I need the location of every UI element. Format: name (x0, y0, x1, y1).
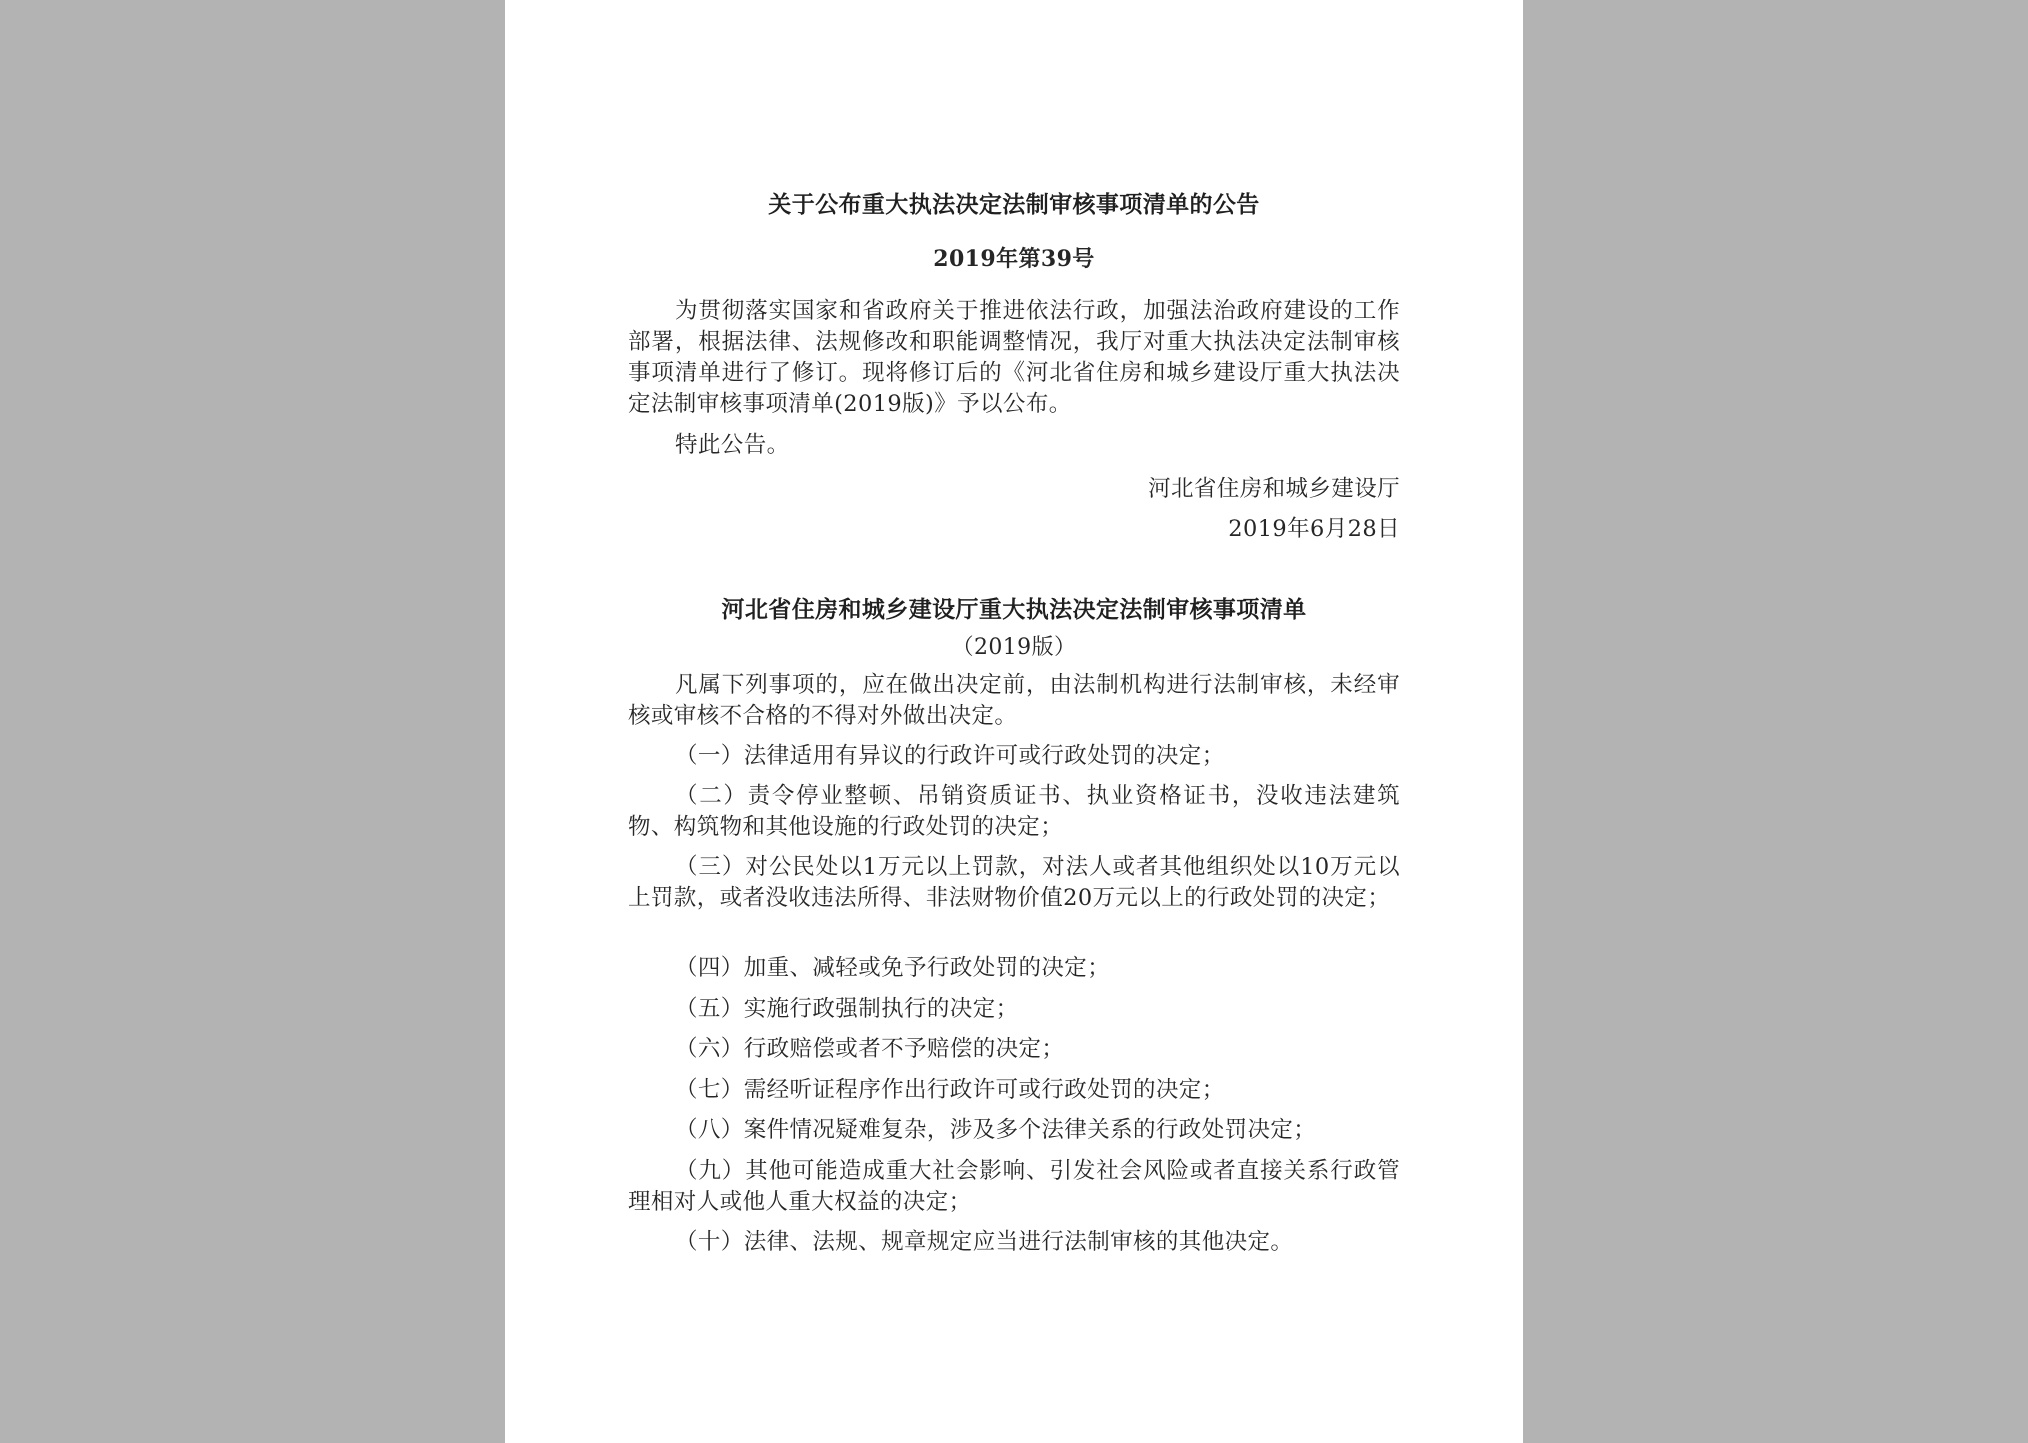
issuer-signature: 河北省住房和城乡建设厅 (1148, 476, 1400, 502)
list-item-2: （二）责令停业整顿、吊销资质证书、执业资格证书，没收违法建筑物、构筑物和其他设施的行政处罚的决定； (628, 783, 1400, 840)
list-item-7: （七）需经听证程序作出行政许可或行政处罚的决定； (675, 1077, 1225, 1103)
list-item-3: （三）对公民处以1万元以上罚款，对法人或者其他组织处以10万元以上罚款，或者没收违法所得、非法财物价值20万元以上的行政处罚的决定； (628, 854, 1400, 911)
announcement-title: 关于公布重大执法决定法制审核事项清单的公告 (768, 191, 1260, 218)
list-item-6: （六）行政赔偿或者不予赔偿的决定； (675, 1036, 1065, 1062)
list-edition: （2019版） (951, 635, 1077, 660)
list-intro: 凡属下列事项的，应在做出决定前，由法制机构进行法制审核，未经审核或审核不合格的不得对外做出决定。 (628, 672, 1400, 729)
list-item-8: （八）案件情况疑难复杂，涉及多个法律关系的行政处罚决定； (675, 1117, 1317, 1143)
announcement-number: 2019年第39号 (933, 246, 1095, 272)
announcement-body: 为贯彻落实国家和省政府关于推进依法行政，加强法治政府建设的工作部署，根据法律、法规修改和职能调整情况，我厅对重大执法决定法制审核事项清单进行了修订。现将修订后的《河北省住房和城乡建设厅重大执法决定法制审核事项清单(2019版)》予以公布。 (628, 298, 1400, 417)
document-page (505, 0, 1523, 1443)
issue-date: 2019年6月28日 (1228, 516, 1400, 542)
list-item-5: （五）实施行政强制执行的决定； (675, 996, 1019, 1022)
list-item-4: （四）加重、减轻或免予行政处罚的决定； (675, 955, 1111, 981)
list-item-9: （九）其他可能造成重大社会影响、引发社会风险或者直接关系行政管理相对人或他人重大权益的决定； (628, 1158, 1400, 1215)
list-title: 河北省住房和城乡建设厅重大执法决定法制审核事项清单 (721, 596, 1307, 623)
announcement-closing: 特此公告。 (675, 432, 790, 458)
list-item-1: （一）法律适用有异议的行政许可或行政处罚的决定； (675, 743, 1225, 769)
list-item-10: （十）法律、法规、规章规定应当进行法制审核的其他决定。 (675, 1229, 1294, 1255)
